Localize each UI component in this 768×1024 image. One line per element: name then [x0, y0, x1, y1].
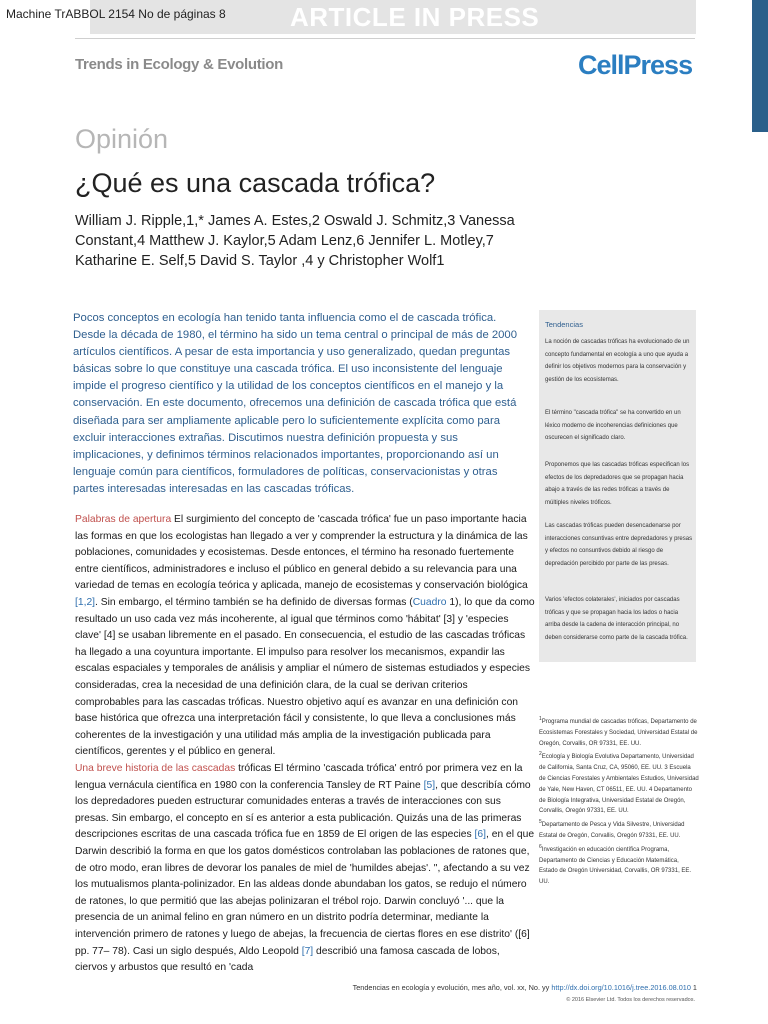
article-type: Opinión: [75, 124, 169, 154]
reference-link[interactable]: [6]: [474, 829, 486, 841]
abstract: Pocos conceptos en ecología han tenido tanta influencia como el de cascada trófica. Desde la década de 1980, el término ha sido un tema central o principal de más de 2000 artículos científicos. A pesar de esta importancia y uso generalizado, quedan preguntas básicas sobre lo que constituye una cascada trófica. El uso inconsistente del lenguaje impide el progreso científico y la utilidad de los conceptos científicos en el manejo y la conservación. En este documento, ofrecemos una definición de cascada trófica que está diseñada para ser ampliamente aplicable pero lo suficientemente explícita como para excluir interacciones extrañas. Discutimos nuestra definición propuesta y sus implicaciones, y definimos términos relacionados importantes, proporcionando así un lenguaje común para científicos, formuladores de políticas, conservacionistas y otras partes interesadas interesadas en las cascadas tróficas.: [73, 312, 517, 495]
reference-link[interactable]: [5]: [423, 779, 436, 791]
section-heading: Palabras de apertura: [75, 514, 172, 525]
trends-item: La noción de cascadas tróficas ha evolucionado de un concepto fundamental en ecología a uno que ayuda a definir los objetivos modernos para la conservación y gestión de los ecosistemas.: [545, 339, 690, 383]
body-text: 1), lo que da como resultado un uso cada vez más incoherente, al igual que términos como 'hábitat' [3] y 'especies clave' [4] se usaban libremente en el pasado. En consecuencia, el estudio de las cascadas tróficas ha llegado a una coyuntura importante. El impulso para resolver los mecanismos, expandir las escalas espaciales y temporales de análisis y ampliar el número de sistemas estudiados y especies consideradas, crea la necesidad de una definición clara, de la cual se derivan criterios comprobables para las cascadas tróficas. Nuestro objetivo aquí es avanzar en una definición con base histórica que ofrezca una interpretación fácil y consistente, lo que lleva a conclusiones más coherentes de la investigación y una utilidad más amplia de la investigación publicada para científicos, gerentes y el público en general.: [75, 596, 535, 758]
body-text: describió una famosa cascada de lobos, ciervos y arbustos que resultó en 'cada: [75, 945, 500, 974]
affiliations: [539, 714, 699, 888]
reference-link[interactable]: [1,2]: [75, 596, 96, 608]
doi-link[interactable]: http://dx.doi.org/10.1016/j.tree.2016.08.010: [551, 983, 691, 992]
section-heading: Una breve historia de las cascadas: [75, 763, 236, 774]
copyright-notice: © 2016 Elsevier Ltd. Todos los derechos reservados.: [566, 997, 695, 1003]
trends-item: Las cascadas tróficas pueden desencadenarse por interacciones consuntivas entre depredadores y presas y efectos no consuntivos debido al riesgo de depredación percibido por parte de las presas.: [545, 523, 693, 567]
trends-item: Varios 'efectos colaterales', iniciados por cascadas tróficas y que se propagan hacia los lados o hacia arriba desde la cadena de interacción principal, no deben considerarse como parte de la cascada trófica.: [545, 597, 688, 641]
journal-name: Trends in Ecology & Evolution: [75, 56, 283, 73]
box-link[interactable]: Cuadro: [412, 596, 447, 608]
side-tab: [752, 0, 768, 132]
manuscript-label: Machine TrABBOL 2154 No de páginas 8: [6, 7, 226, 21]
body-text: , que describía cómo los depredadores pueden estructurar comunidades enteras a través de interacciones con sus presas. Sin embargo, el concepto en sí es anterior a esta publicación. Quizás una de las primeras descripciones escritas de una cascada trófica fue en 1859 de El origen de las especies: [75, 779, 531, 841]
affiliation-item: $^1$Programa mundial de cascadas tróficas, Departamento de Ecosistemas Forestales y Sociedad, Universidad Estatal de Oregón, Corvallis, OR 97331, EE. UU.: [539, 716, 698, 747]
body-text: . Sin embargo, el término también se ha definido de diversas formas (: [95, 596, 413, 608]
body-text: El surgimiento del concepto de 'cascada trófica' fue un paso importante hacia las formas en que los ecologistas han llegado a ver y comprender la estructura y la dinámica de las poblaciones, comunidades y ecosistemas. Desde entonces, el término ha resonado fuertemente entre científicos, administradores e incluso el público en general debido a su relevancia para una variedad de temas en ecología teórica y aplicada, manejo de ecosistemas y conservación biológica: [75, 514, 528, 592]
article-in-press-text: ARTICLE IN PRESS: [290, 2, 540, 32]
body-text: tróficas El término 'cascada trófica' entró por primera vez en la lengua vernácula científica en 1980 con la conferencia Tansley de RT Paine: [75, 763, 523, 791]
header-divider: [75, 38, 695, 39]
article-title: ¿Qué es una cascada trófica?: [75, 168, 436, 198]
affiliation-item: $^5$Departamento de Pesca y Vida Silvestre, Universidad Estatal de Oregón, Corvallis, Oregón 97331, EE. UU.: [539, 819, 685, 839]
section-opening: [75, 512, 535, 761]
trends-heading: Tendencias: [545, 320, 583, 329]
author-list: William J. Ripple,1,* James A. Estes,2 Oswald J. Schmitz,3 Vanessa Constant,4 Matthew J. Kaylor,5 Adam Lenz,6 Jennifer L. Motley,7 Katharine E. Self,5 David S. Taylor ,4 y Christopher Wolf1: [75, 213, 515, 269]
reference-link[interactable]: [7]: [301, 945, 314, 957]
footer-citation: Tendencias en ecología y evolución, mes año, vol. xx, No. yy http://dx.doi.org/10.1016/j.tree.2016.08.010 1: [352, 983, 697, 992]
body-text: , en el que Darwin describió la forma en que los gatos domésticos controlaban las poblaciones de ratones que, de otro modo, eran libres de devorar los panales de miel de 'humildes abejas'. ", afectando a su vez los mutualismos planta-polinizador. En las aldeas donde abundaban los gatos, se redujo el número de ratones, lo que permitió que las abejas polinizaran el trébol rojo. Darwin concluyó '... que la presencia de un animal felino en gran número en un distrito podría determinar, mediante la intervención primero de ratones y luego de abejas, la frecuencia de ciertas flores en ese distrito' ([6] pp. 77– 78). Casi un siglo después, Aldo Leopold: [75, 829, 535, 957]
affiliation-item: $^6$Investigación en educación científica Programa, Departamento de Ciencias y Educación Matemática, Estado de Oregón Universidad, Corvallis, OR 97331, EE. UU.: [539, 843, 692, 886]
section-history: [75, 761, 535, 977]
trends-item: Proponemos que las cascadas tróficas especifican los efectos de los depredadores que se propagan hacia abajo a través de las redes tróficas a través de múltiples niveles tróficos.: [545, 462, 690, 506]
affiliation-item: $^2$Ecología y Biología Evolutiva Departamento, Universidad de California, Santa Cruz, CA, 95060, EE. UU. 3 Escuela de Ciencias Forestales y Ambientales Estudios, Universidad de Yale, New Haven, CT 06511, EE. UU. 4 Departamento de Biología Integrativa, Universidad Estatal de Oregón, Corvallis, Oregón 97331, EE. UU.: [539, 751, 699, 815]
trends-item: El término "cascada trófica" se ha convertido en un léxico moderno de incoherencias definiciones que oscurecen el significado claro.: [545, 410, 681, 441]
cellpress-logo: CellPress: [578, 50, 693, 80]
